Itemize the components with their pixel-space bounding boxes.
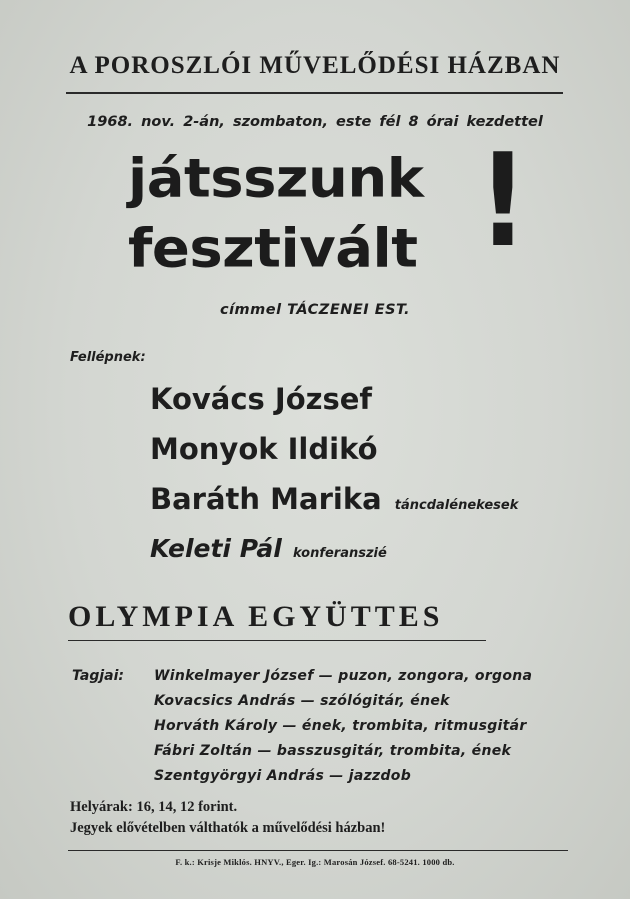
performer-row [150, 432, 378, 466]
venue-underline [66, 92, 563, 94]
date-line: 1968. nov. 2-án, szombaton, este fél 8 órai kezdettel [87, 114, 543, 130]
performer-name: Keleti Pál [150, 534, 282, 563]
performer-name: Kovács József [150, 382, 373, 416]
performer-row [150, 382, 372, 416]
performers-label: Fellépnek: [70, 350, 146, 365]
member-line: Horváth Károly — ének, trombita, ritmusgitár [154, 718, 527, 734]
tickets-line: Jegyek elővételben válthatók a művelődési házban! [70, 820, 386, 836]
performer-name: Baráth Marika [150, 482, 382, 516]
subtitle: címmel TÁCZENEI EST. [219, 302, 410, 318]
members-label: Tagjai: [72, 668, 125, 684]
printer-imprint: F. k.: Krisje Miklós. HNYV., Eger. Ig.: Marosán József. 68-5241. 1000 db. [175, 857, 455, 867]
performer-row [150, 482, 518, 516]
title-line-1: játsszunk [128, 148, 424, 210]
footer-rule [68, 850, 568, 851]
member-line: Szentgyörgyi András — jazzdob [154, 768, 412, 784]
band-underline [68, 640, 486, 641]
prices-line: Helyárak: 16, 14, 12 forint. [70, 799, 238, 815]
performer-row [150, 534, 387, 563]
member-line: Fábri Zoltán — basszusgitár, trombita, ének [154, 743, 512, 759]
performer-role: konferanszié [292, 546, 387, 561]
title-line-2: fesztivált [128, 218, 418, 280]
performer-role: táncdalénekesek [394, 498, 519, 513]
band-name: OLYMPIA EGYÜTTES [68, 600, 444, 633]
venue-heading: A POROSZLÓI MŰVELŐDÉSI HÁZBAN [69, 52, 561, 79]
title-exclamation: ! [478, 127, 528, 276]
performer-name: Monyok Ildikó [150, 432, 378, 466]
member-line: Kovacsics András — szólógitár, ének [154, 693, 450, 709]
member-line: Winkelmayer József — puzon, zongora, orgona [154, 668, 533, 684]
